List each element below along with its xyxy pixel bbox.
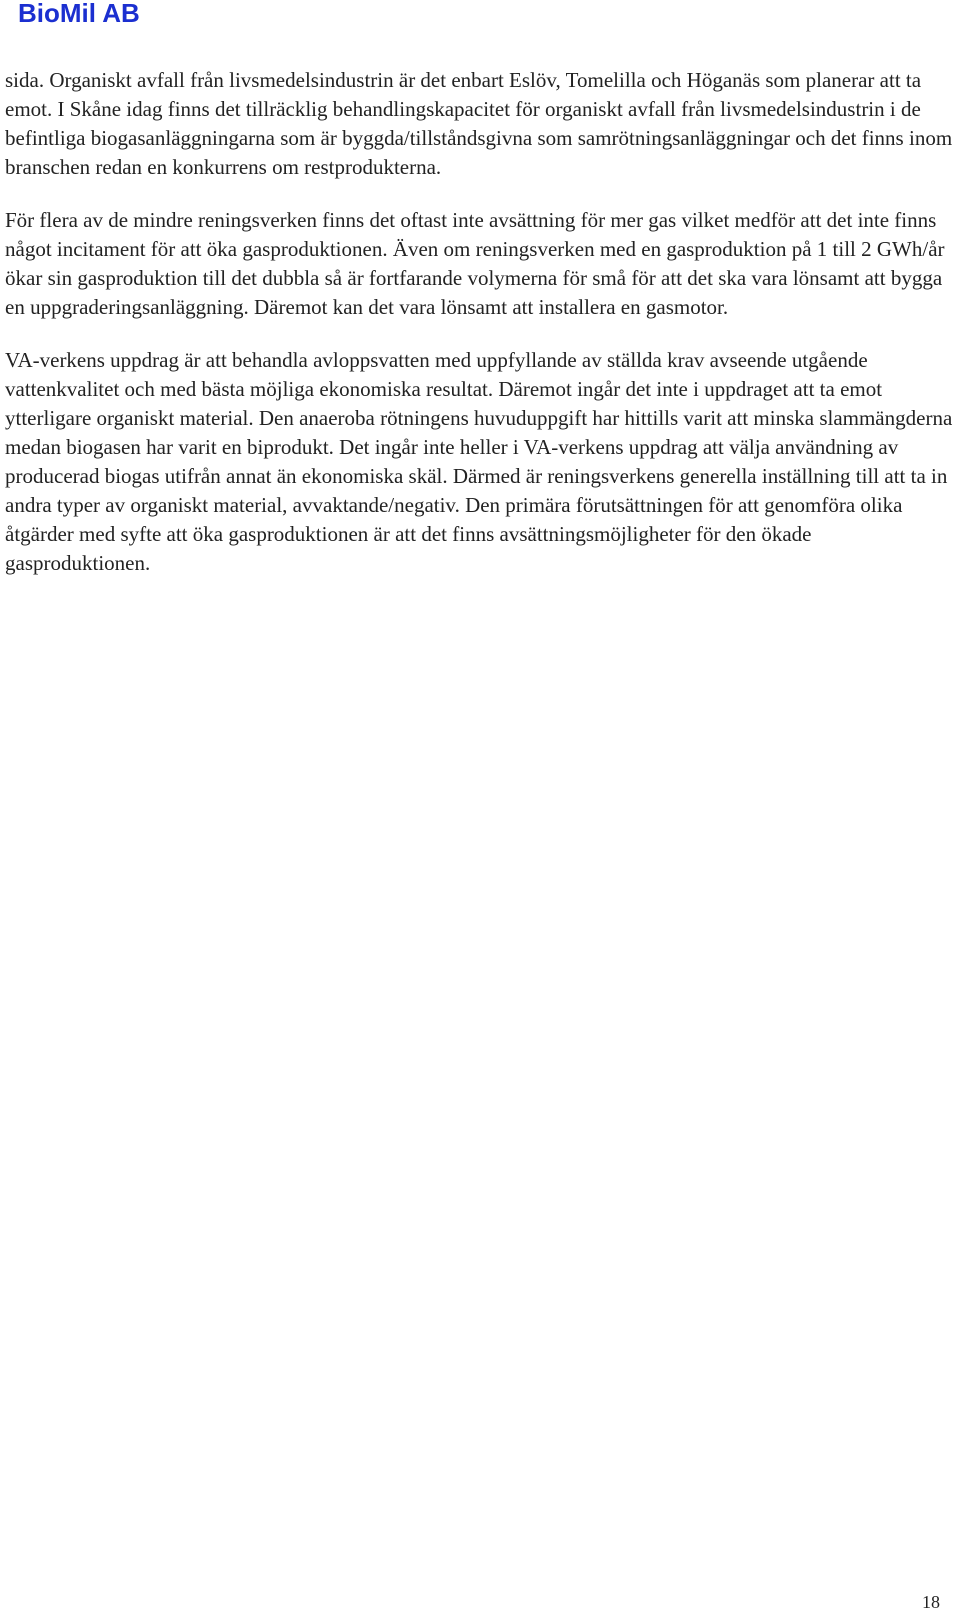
paragraph-2: För flera av de mindre reningsverken finns det oftast inte avsättning för mer gas vilket medför att det inte finns något incitament för att öka gasproduktionen. Även om reningsverken med en gasproduktion på 1 till 2 GWh/år ökar sin gasproduktion till det dubbla så är fortfarande volymerna för små för att det ska vara lönsamt att bygga en uppgraderingsanläggning. Däremot kan det vara lönsamt att installera en gasmotor. bbox=[5, 208, 945, 319]
document-body bbox=[5, 66, 957, 602]
paragraph-1: sida. Organiskt avfall från livsmedelsindustrin är det enbart Eslöv, Tomelilla och Höganäs som planerar att ta emot. I Skåne idag finns det tillräcklig behandlingskapacitet för organiskt avfall från livsmedelsindustrin i de befintliga biogasanläggningarna som är byggda/tillståndsgivna som samrötningsanläggningar och det finns inom branschen redan en konkurrens om restprodukterna. bbox=[5, 68, 953, 179]
page-number: 18 bbox=[922, 1592, 940, 1612]
paragraph-3: VA-verkens uppdrag är att behandla avloppsvatten med uppfyllande av ställda krav avseende utgående vattenkvalitet och med bästa möjliga ekonomiska resultat. Däremot ingår det inte i uppdraget att ta emot ytterligare organiskt material. Den anaeroba rötningens huvuduppgift har hittills varit att minska slammängderna medan biogasen har varit en biprodukt. Det ingår inte heller i VA-verkens uppdrag att välja användning av producerad biogas utifrån annat än ekonomiska skäl. Därmed är reningsverkens generella inställning till att ta in andra typer av organiskt material, avvaktande/negativ. Den primära förutsättningen för att genomföra olika åtgärder med syfte att öka gasproduktionen är att det finns avsättningsmöjligheter för den ökade gasproduktionen. bbox=[5, 348, 953, 575]
company-logo: BioMil AB bbox=[18, 0, 140, 28]
